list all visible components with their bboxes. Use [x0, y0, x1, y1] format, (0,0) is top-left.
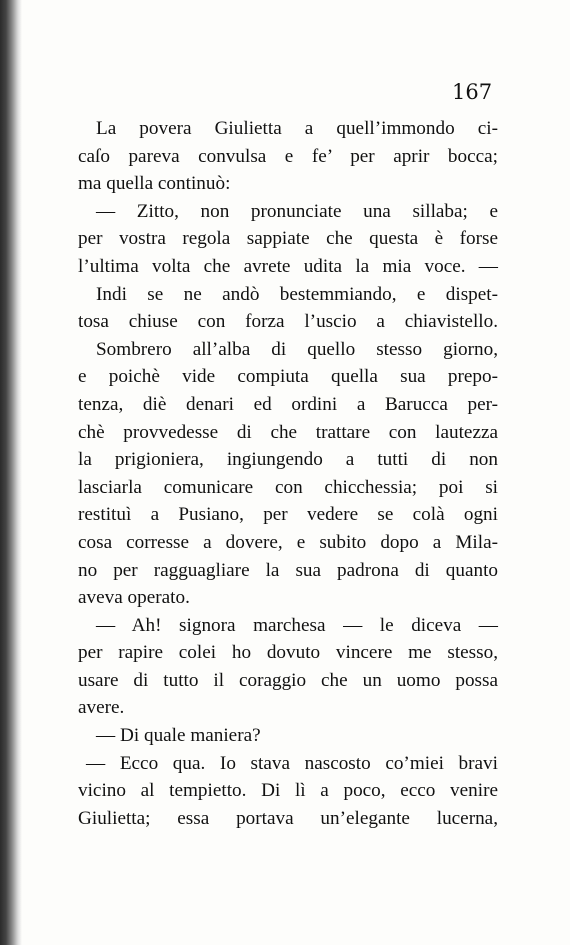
text-line: Giulietta; essa portava un’elegante lucerna, — [78, 807, 498, 829]
text-line: — Zitto, non pronunciate una sillaba; e — [96, 200, 498, 222]
page-number: 167 — [452, 80, 493, 104]
text-line: tosa chiuse con forza l’uscio a chiavistello. — [78, 311, 498, 333]
text-line: usare di tutto il coraggio che un uomo possa — [78, 669, 498, 691]
text-line: Sombrero all’alba di quello stesso giorno, — [96, 338, 498, 360]
text-line: per rapire colei ho dovuto vincere me stesso, — [78, 642, 498, 664]
text-line: restituì a Pusiano, per vedere se colà ogni — [78, 504, 498, 526]
text-line: — Di quale maniera? — [96, 725, 261, 747]
text-line: — Ecco qua. Io stava nascosto co’miei bravi — [86, 752, 498, 774]
text-line: no per ragguagliare la sua padrona di quanto — [78, 559, 498, 581]
text-line: La povera Giulietta a quell’immondo ci- — [96, 118, 498, 139]
book-spine-shadow — [0, 0, 22, 945]
text-line: la prigioniera, ingiungendo a tutti di non — [78, 449, 498, 471]
text-line: caſo pareva convulsa e fe’ per aprir bocca; — [78, 145, 498, 167]
body-text — [78, 115, 498, 832]
text-line: — Ah! signora marchesa — le diceva — — [96, 614, 498, 636]
text-line: lasciarla comunicare con chicchessia; poi si — [78, 476, 498, 498]
text-line: l’ultima volta che avrete udita la mia voce. — — [78, 255, 498, 277]
text-line: aveva operato. — [78, 587, 190, 609]
text-line: avere. — [78, 697, 125, 719]
text-line: ma quella continuò: — [78, 173, 231, 195]
text-line: tenza, diè denari ed ordini a Barucca per- — [78, 393, 498, 415]
text-line: Indi se ne andò bestemmiando, e dispet- — [96, 283, 498, 305]
text-line: per vostra regola sappiate che questa è forse — [78, 228, 498, 250]
text-line: e poichè vide compiuta quella sua prepo- — [78, 366, 498, 388]
text-line: chè provvedesse di che trattare con lautezza — [78, 421, 498, 443]
text-line: vicino al tempietto. Di lì a poco, ecco venire — [78, 780, 498, 802]
text-line: cosa corresse a dovere, e subito dopo a Mila- — [78, 531, 498, 553]
